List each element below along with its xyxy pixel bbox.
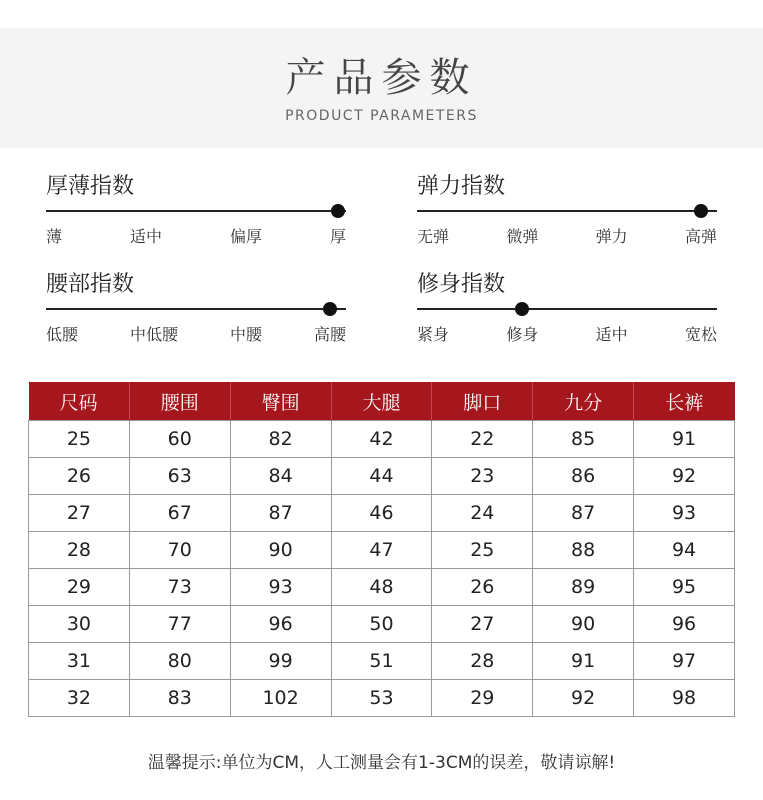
table-cell: 46 — [331, 495, 432, 532]
table-cell: 31 — [29, 643, 130, 680]
table-cell: 53 — [331, 680, 432, 717]
table-cell: 28 — [29, 532, 130, 569]
table-cell: 90 — [230, 532, 331, 569]
index-track — [417, 210, 717, 212]
table-cell: 93 — [634, 495, 735, 532]
index-option: 修身 — [506, 325, 539, 344]
table-cell: 97 — [634, 643, 735, 680]
index-option: 中腰 — [229, 325, 262, 344]
index-marker — [694, 204, 708, 218]
index-option: 中低腰 — [129, 325, 178, 344]
index-label: 腰部指数 — [46, 272, 135, 297]
table-cell: 88 — [533, 532, 634, 569]
table-cell: 70 — [129, 532, 230, 569]
table-header-row — [29, 382, 735, 421]
index-option: 紧身 — [417, 325, 450, 344]
table-row — [29, 643, 735, 680]
index-option: 厚 — [329, 227, 346, 246]
table-cell: 93 — [230, 569, 331, 606]
table-cell: 85 — [533, 421, 634, 458]
column-header: 臀围 — [230, 382, 331, 421]
footer-note: 温馨提示:单位为CM，人工测量会有1-3CM的误差，敬请谅解! — [147, 753, 616, 773]
table-cell: 50 — [331, 606, 432, 643]
index-option: 高腰 — [313, 325, 346, 344]
size-table — [28, 382, 735, 717]
table-cell: 83 — [129, 680, 230, 717]
table-cell: 63 — [129, 458, 230, 495]
table-cell: 99 — [230, 643, 331, 680]
table-cell: 30 — [29, 606, 130, 643]
table-cell: 80 — [129, 643, 230, 680]
table-row — [29, 569, 735, 606]
table-cell: 27 — [432, 606, 533, 643]
index-label: 弹力指数 — [417, 174, 506, 199]
table-cell: 22 — [432, 421, 533, 458]
table-row — [29, 421, 735, 458]
index-marker — [323, 302, 337, 316]
table-cell: 91 — [533, 643, 634, 680]
index-option: 适中 — [595, 325, 628, 344]
table-cell: 25 — [432, 532, 533, 569]
column-header: 大腿 — [331, 382, 432, 421]
page-title: 产品参数 — [285, 55, 478, 101]
thickness-index — [46, 170, 346, 247]
index-option: 弹力 — [595, 227, 628, 246]
table-cell: 82 — [230, 421, 331, 458]
table-cell: 96 — [634, 606, 735, 643]
table-cell: 67 — [129, 495, 230, 532]
index-option: 高弹 — [684, 227, 717, 246]
index-marker — [515, 302, 529, 316]
table-cell: 89 — [533, 569, 634, 606]
table-cell: 91 — [634, 421, 735, 458]
table-cell: 92 — [533, 680, 634, 717]
index-option: 宽松 — [684, 325, 717, 344]
elasticity-index — [417, 170, 717, 247]
table-cell: 73 — [129, 569, 230, 606]
table-cell: 29 — [432, 680, 533, 717]
index-option: 无弹 — [417, 227, 450, 246]
index-track — [46, 308, 346, 310]
table-row — [29, 532, 735, 569]
index-marker — [331, 204, 345, 218]
table-cell: 98 — [634, 680, 735, 717]
index-option: 适中 — [129, 227, 162, 246]
table-cell: 29 — [29, 569, 130, 606]
table-cell: 48 — [331, 569, 432, 606]
index-option: 偏厚 — [229, 227, 262, 246]
table-cell: 24 — [432, 495, 533, 532]
table-cell: 51 — [331, 643, 432, 680]
table-cell: 94 — [634, 532, 735, 569]
table-cell: 77 — [129, 606, 230, 643]
table-cell: 44 — [331, 458, 432, 495]
table-cell: 26 — [29, 458, 130, 495]
table-cell: 26 — [432, 569, 533, 606]
table-cell: 47 — [331, 532, 432, 569]
index-track — [417, 308, 717, 310]
table-row — [29, 495, 735, 532]
table-cell: 32 — [29, 680, 130, 717]
header-banner — [0, 28, 763, 148]
table-cell: 90 — [533, 606, 634, 643]
index-label: 厚薄指数 — [46, 174, 135, 199]
table-cell: 87 — [533, 495, 634, 532]
table-cell: 87 — [230, 495, 331, 532]
table-cell: 23 — [432, 458, 533, 495]
table-cell: 102 — [230, 680, 331, 717]
table-cell: 28 — [432, 643, 533, 680]
column-header: 腰围 — [129, 382, 230, 421]
table-cell: 60 — [129, 421, 230, 458]
table-row — [29, 458, 735, 495]
table-cell: 27 — [29, 495, 130, 532]
table-cell: 95 — [634, 569, 735, 606]
table-cell: 42 — [331, 421, 432, 458]
column-header: 脚口 — [432, 382, 533, 421]
index-option: 微弹 — [506, 227, 539, 246]
table-cell: 92 — [634, 458, 735, 495]
table-cell: 25 — [29, 421, 130, 458]
page-subtitle: PRODUCT PARAMETERS — [285, 108, 478, 124]
table-cell: 86 — [533, 458, 634, 495]
index-option: 低腰 — [46, 325, 79, 344]
column-header: 九分 — [533, 382, 634, 421]
table-cell: 84 — [230, 458, 331, 495]
index-option: 薄 — [46, 227, 63, 246]
index-track — [46, 210, 346, 212]
column-header: 尺码 — [29, 382, 130, 421]
table-cell: 96 — [230, 606, 331, 643]
fit-index — [417, 268, 717, 345]
waist-index — [46, 268, 346, 345]
column-header: 长裤 — [634, 382, 735, 421]
table-row — [29, 680, 735, 717]
index-label: 修身指数 — [417, 272, 506, 297]
table-row — [29, 606, 735, 643]
